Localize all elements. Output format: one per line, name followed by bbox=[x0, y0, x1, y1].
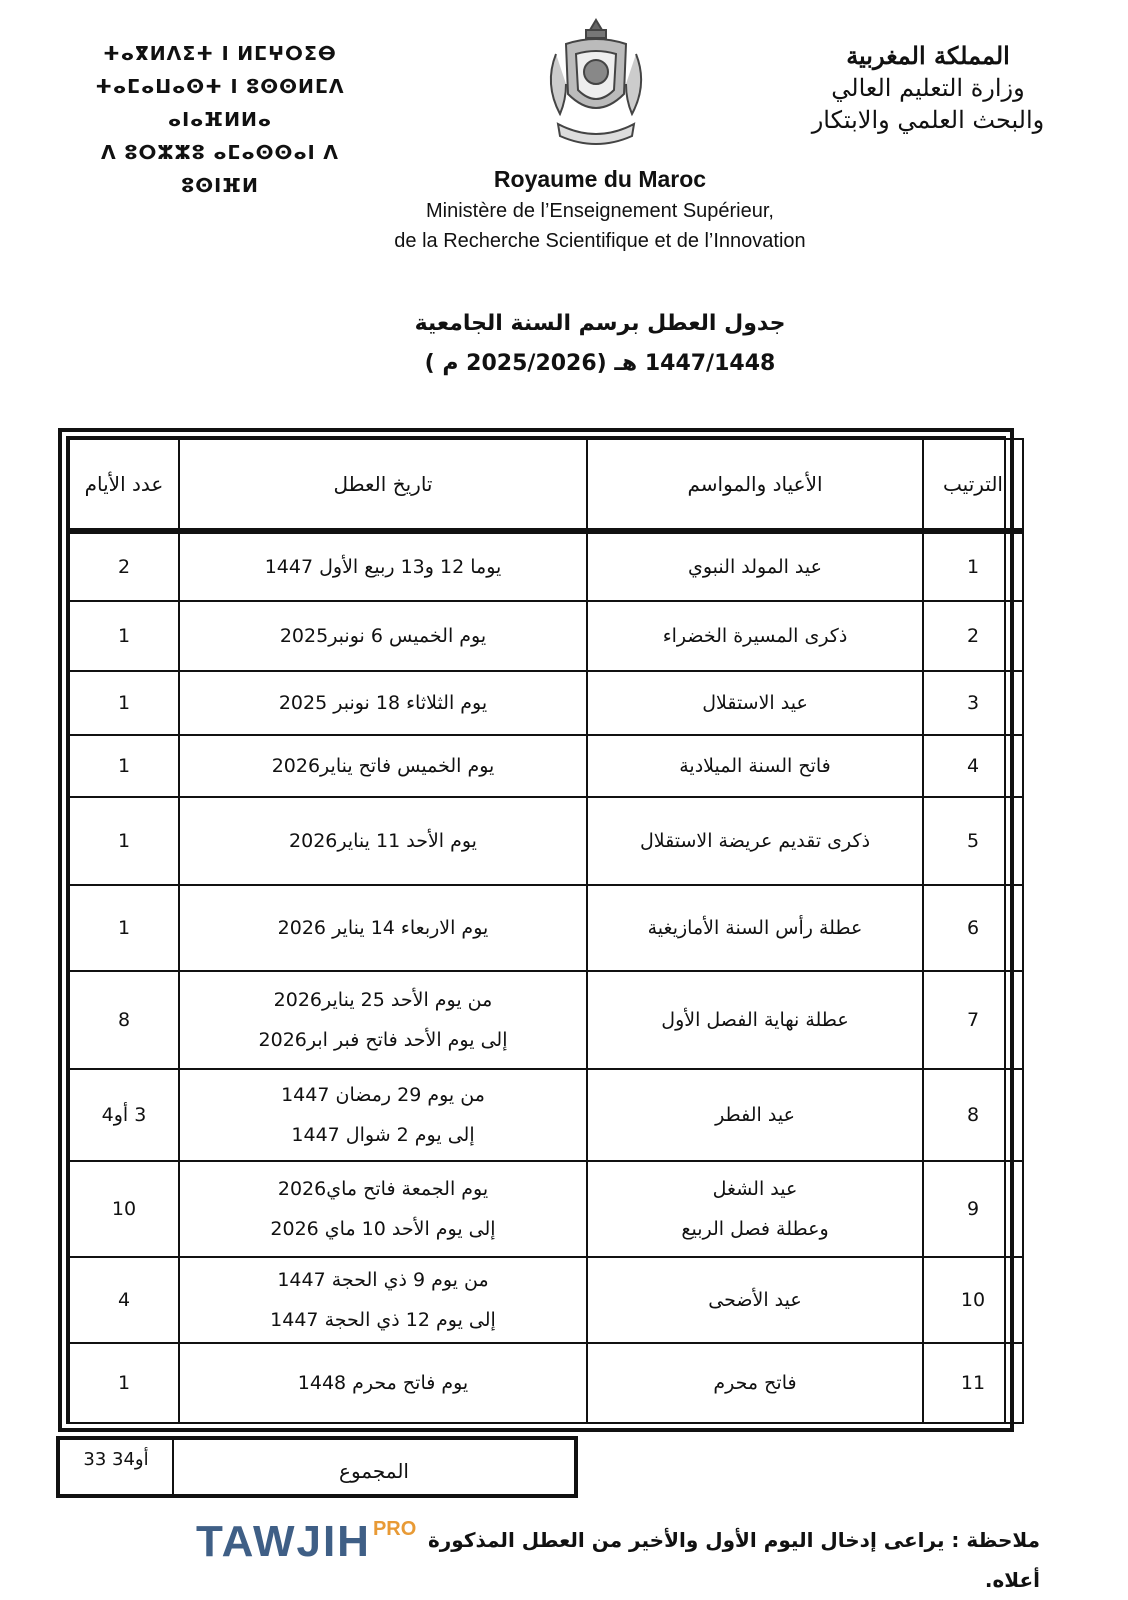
date-line: يوم الجمعة فاتح ماي2026 bbox=[277, 1178, 489, 1200]
table-row bbox=[69, 1069, 1023, 1161]
arabic-kingdom: المملكة المغربية bbox=[846, 41, 1010, 70]
table-row bbox=[69, 971, 1023, 1069]
total-label: المجموع bbox=[339, 1459, 409, 1483]
cell-dates bbox=[179, 671, 587, 735]
cell-rank: 10 bbox=[923, 1257, 1023, 1343]
tifinagh-line-3: ⴷ ⵓⵔⵣⵣⵓ ⴰⵎⴰⵙⵙⴰⵏ ⴷ ⵓⵙⵏⴼⵍ bbox=[101, 142, 339, 197]
title-line-2: 1447/1448 هـ (2025/2026 م ) bbox=[424, 351, 776, 376]
date-line: يوم الخميس فاتح يناير2026 bbox=[271, 755, 495, 777]
french-ministry-line-1: Ministère de l’Enseignement Supérieur, bbox=[426, 200, 774, 222]
cell-days: 1 bbox=[69, 885, 179, 971]
coat-of-arms-emblem bbox=[536, 14, 656, 154]
cell-event: فاتح السنة الميلادية bbox=[587, 735, 923, 797]
cell-dates bbox=[179, 1069, 587, 1161]
cell-rank: 11 bbox=[923, 1343, 1023, 1423]
cell-dates bbox=[179, 735, 587, 797]
arabic-ministry-line-2: والبحث العلمي والابتكار bbox=[811, 106, 1045, 134]
cell-dates bbox=[179, 531, 587, 601]
date-line: إلى يوم 12 ذي الحجة 1447 bbox=[270, 1309, 496, 1331]
watermark-pro: PRO bbox=[372, 1518, 417, 1540]
cell-rank: 6 bbox=[923, 885, 1023, 971]
cell-rank: 1 bbox=[923, 531, 1023, 601]
holidays-table bbox=[68, 438, 1024, 1424]
table-row bbox=[69, 885, 1023, 971]
cell-dates bbox=[179, 885, 587, 971]
cell-rank: 9 bbox=[923, 1161, 1023, 1257]
header-event: الأعياد والمواسم bbox=[587, 439, 923, 531]
title-line-1: جدول العطل برسم السنة الجامعية bbox=[414, 311, 786, 336]
date-line: إلى يوم الأحد فاتح فبر ابر2026 bbox=[258, 1029, 508, 1051]
cell-event: عيد الاستقلال bbox=[587, 671, 923, 735]
cell-days: 1 bbox=[69, 735, 179, 797]
cell-rank: 2 bbox=[923, 601, 1023, 671]
cell-event: عيد المولد النبوي bbox=[587, 531, 923, 601]
cell-rank: 4 bbox=[923, 735, 1023, 797]
cell-dates bbox=[179, 1161, 587, 1257]
table-row bbox=[69, 671, 1023, 735]
date-line: يوم الخميس 6 نونبر2025 bbox=[279, 625, 487, 647]
cell-event: ذكرى المسيرة الخضراء bbox=[587, 601, 923, 671]
cell-dates bbox=[179, 601, 587, 671]
tifinagh-line-2: ⵜⴰⵎⴰⵡⴰⵙⵜ ⵏ ⵓⵙⵙⵍⵎⴷ ⴰⵏⴰⴼⵍⵍⴰ bbox=[95, 76, 345, 131]
cell-dates bbox=[179, 1343, 587, 1423]
cell-event: ذكرى تقديم عريضة الاستقلال bbox=[587, 797, 923, 885]
cell-rank: 3 bbox=[923, 671, 1023, 735]
cell-event: فاتح محرم bbox=[587, 1343, 923, 1423]
cell-event: عطلة نهاية الفصل الأول bbox=[587, 971, 923, 1069]
date-line: من يوم 9 ذي الحجة 1447 bbox=[277, 1269, 489, 1291]
cell-days: 1 bbox=[69, 671, 179, 735]
date-line: يوما 12 و13 ربيع الأول 1447 bbox=[264, 556, 502, 578]
header-rank: الترتيب bbox=[923, 439, 1023, 531]
cell-days: 8 bbox=[69, 971, 179, 1069]
cell-dates bbox=[179, 971, 587, 1069]
holidays-table-frame bbox=[58, 428, 1014, 1432]
cell-rank: 5 bbox=[923, 797, 1023, 885]
date-line: يوم الثلاثاء 18 نونبر 2025 bbox=[278, 692, 488, 714]
cell-dates bbox=[179, 797, 587, 885]
cell-days: 3 أو4 bbox=[69, 1069, 179, 1161]
cell-days: 10 bbox=[69, 1161, 179, 1257]
cell-event: عيد الفطر bbox=[587, 1069, 923, 1161]
date-line: يوم الاربعاء 14 يناير 2026 bbox=[277, 917, 489, 939]
table-row bbox=[69, 1257, 1023, 1343]
table-row bbox=[69, 1161, 1023, 1257]
cell-days: 4 bbox=[69, 1257, 179, 1343]
cell-rank: 8 bbox=[923, 1069, 1023, 1161]
cell-days: 2 bbox=[69, 531, 179, 601]
cell-days: 1 bbox=[69, 1343, 179, 1423]
event-line: عيد الشغل bbox=[712, 1178, 798, 1200]
cell-event: عيد الأضحى bbox=[587, 1257, 923, 1343]
table-row bbox=[69, 735, 1023, 797]
cell-rank: 7 bbox=[923, 971, 1023, 1069]
table-header-row bbox=[69, 439, 1023, 531]
arabic-header bbox=[788, 40, 1068, 136]
arabic-ministry-line-1: وزارة التعليم العالي bbox=[831, 74, 1025, 102]
event-line: وعطلة فصل الربيع bbox=[681, 1218, 829, 1240]
cell-days: 1 bbox=[69, 797, 179, 885]
french-kingdom: Royaume du Maroc bbox=[493, 166, 707, 192]
french-ministry-line-2: de la Recherche Scientifique et de l’Innovation bbox=[394, 230, 806, 252]
cell-event: عطلة رأس السنة الأمازيغية bbox=[587, 885, 923, 971]
footer-note: ملاحظة : يراعى إدخال اليوم الأول والأخير من العطل المذكورة أعلاه. bbox=[427, 1528, 1040, 1592]
document-title bbox=[200, 304, 1000, 384]
date-line: من يوم الأحد 25 يناير2026 bbox=[273, 989, 493, 1011]
date-line: إلى يوم 2 شوال 1447 bbox=[291, 1124, 475, 1146]
table-row bbox=[69, 601, 1023, 671]
total-days: 33 أو34 bbox=[60, 1440, 174, 1494]
table-row bbox=[69, 797, 1023, 885]
date-line: إلى يوم الأحد 10 ماي 2026 bbox=[270, 1218, 496, 1240]
french-header bbox=[300, 162, 900, 256]
cell-dates bbox=[179, 1257, 587, 1343]
date-line: من يوم 29 رمضان 1447 bbox=[281, 1084, 485, 1106]
header-dates: تاريخ العطل bbox=[179, 439, 587, 531]
watermark-main: TAWJIH bbox=[196, 1517, 371, 1566]
header-days: عدد الأيام bbox=[69, 439, 179, 531]
date-line: يوم الأحد 11 يناير2026 bbox=[289, 830, 477, 852]
total-row bbox=[56, 1436, 578, 1498]
cell-days: 1 bbox=[69, 601, 179, 671]
table-row bbox=[69, 531, 1023, 601]
date-line: يوم فاتح محرم 1448 bbox=[297, 1372, 469, 1394]
cell-event bbox=[587, 1161, 923, 1257]
tawjihpro-watermark bbox=[196, 1512, 416, 1572]
tifinagh-line-1: ⵜⴰⴳⵍⴷⵉⵜ ⵏ ⵍⵎⵖⵔⵉⴱ bbox=[103, 43, 337, 65]
table-row bbox=[69, 1343, 1023, 1423]
